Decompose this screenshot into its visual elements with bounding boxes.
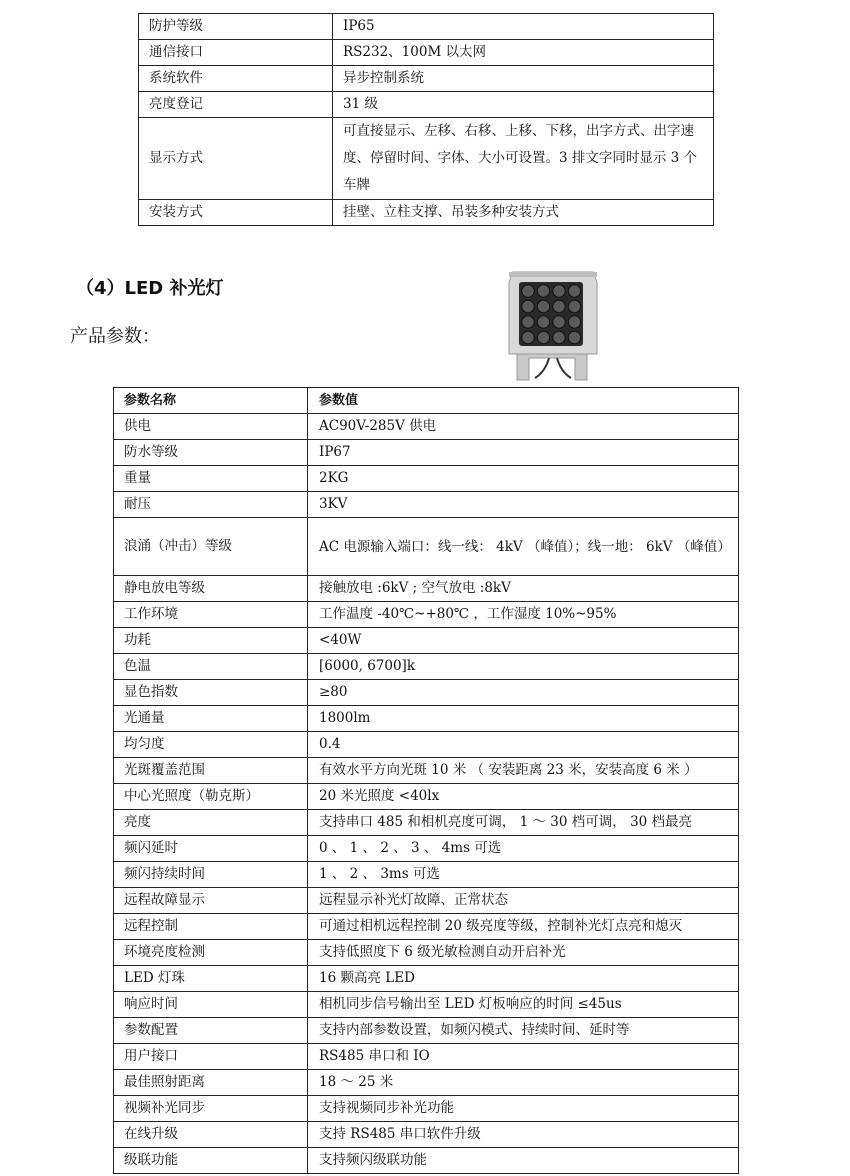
led-spec-key-cell: 功耗 [114,628,308,654]
top-spec-key-cell: 安装方式 [139,200,333,226]
led-spec-key-cell: 供电 [114,414,308,440]
led-bead [537,331,549,343]
led-spec-row [114,758,739,784]
led-bead [522,300,534,312]
led-bead [568,316,580,328]
led-spec-key-cell: 亮度 [114,810,308,836]
top-spec-row [139,92,714,118]
led-spec-row [114,518,739,576]
section-heading: （4）LED 补光灯 [76,278,224,299]
led-bead [522,316,534,328]
led-spec-value-cell: 支持低照度下 6 级光敏检测自动开启补光 [308,940,739,966]
led-spec-key-cell: 中心光照度（勒克斯） [114,784,308,810]
top-spec-row [139,200,714,226]
led-spec-row [114,940,739,966]
led-spec-row [114,1044,739,1070]
led-spec-value-cell: 支持 RS485 串口软件升级 [308,1122,739,1148]
led-spec-value-cell: 工作温度 -40℃~+80℃ ，工作湿度 10%~95% [308,602,739,628]
led-spec-key-cell: 工作环境 [114,602,308,628]
top-spec-value-cell: 挂壁、立柱支撑、吊装多种安装方式 [333,200,714,226]
led-bead [553,316,565,328]
led-spec-value-cell: 1800lm [308,706,739,732]
led-spec-row [114,914,739,940]
top-spec-value-cell: IP65 [333,14,714,40]
top-spec-key-cell: 通信接口 [139,40,333,66]
led-spec-value-cell: 支持频闪级联功能 [308,1148,739,1174]
product-params-label: 产品参数： [70,326,160,347]
led-spec-value-cell: 支持视频同步补光功能 [308,1096,739,1122]
led-spec-key-cell: 防水等级 [114,440,308,466]
led-spec-value-cell: 18 ～ 25 米 [308,1070,739,1096]
led-spec-value-cell: 20 米光照度 <40lx [308,784,739,810]
led-spec-row [114,1148,739,1174]
led-spec-key-cell: 远程控制 [114,914,308,940]
led-spec-key-cell: 参数配置 [114,1018,308,1044]
top-spec-row [139,66,714,92]
led-spec-row [114,992,739,1018]
led-spec-row [114,492,739,518]
led-spec-row [114,966,739,992]
led-spec-key-cell: 最佳照射距离 [114,1070,308,1096]
led-spec-row [114,388,739,414]
top-spec-value-cell: RS232、100M 以太网 [333,40,714,66]
led-spec-value-cell: 有效水平方向光斑 10 米 （ 安装距离 23 米，安装高度 6 米 ） [308,758,739,784]
led-spec-value-cell: 3KV [308,492,739,518]
led-spec-row [114,862,739,888]
top-spec-key-cell: 显示方式 [139,118,333,200]
led-spec-value-cell: 参数值 [308,388,739,414]
led-spec-row [114,810,739,836]
led-spec-value-cell: RS485 串口和 IO [308,1044,739,1070]
top-spec-row [139,14,714,40]
led-spec-key-cell: 级联功能 [114,1148,308,1174]
led-bead [522,331,534,343]
led-spec-row [114,784,739,810]
led-spec-row [114,888,739,914]
led-spec-key-cell: 远程故障显示 [114,888,308,914]
led-spec-key-cell: 耐压 [114,492,308,518]
top-spec-value-cell: 可直接显示、左移、右移、上移、下移，出字方式、出字速度、停留时间、字体、大小可设置。3 排文字同时显示 3 个车牌 [333,118,714,200]
led-bead [553,300,565,312]
led-bead [568,331,580,343]
led-bead [537,300,549,312]
led-spec-value-cell: 接触放电 :6kV ; 空气放电 :8kV [308,576,739,602]
top-spec-row [139,118,714,200]
led-bead [553,285,565,297]
led-bead [553,331,565,343]
led-spec-key-cell: 色温 [114,654,308,680]
led-spec-row [114,680,739,706]
led-spec-table [113,387,739,1174]
led-spec-key-cell: 均匀度 [114,732,308,758]
led-spec-value-cell: 0 、 1 、 2 、 3 、 4ms 可选 [308,836,739,862]
led-spec-key-cell: 显色指数 [114,680,308,706]
led-spec-value-cell: AC90V-285V 供电 [308,414,739,440]
led-spec-key-cell: 重量 [114,466,308,492]
led-spec-value-cell: IP67 [308,440,739,466]
led-bead [522,285,534,297]
led-spec-row [114,1122,739,1148]
led-spec-row [114,836,739,862]
led-fill-light-image [505,262,600,384]
led-spec-value-cell: 可通过相机远程控制 20 级亮度等级，控制补光灯点亮和熄灭 [308,914,739,940]
led-bead [537,285,549,297]
led-spec-key-cell: 响应时间 [114,992,308,1018]
top-spec-row [139,40,714,66]
led-spec-value-cell: 0.4 [308,732,739,758]
top-spec-table-body [139,14,714,226]
led-spec-value-cell: <40W [308,628,739,654]
led-spec-key-cell: 频闪持续时间 [114,862,308,888]
led-spec-key-cell: 浪涌（冲击）等级 [114,518,308,576]
led-spec-key-cell: 在线升级 [114,1122,308,1148]
led-spec-key-cell: 频闪延时 [114,836,308,862]
led-spec-row [114,602,739,628]
led-spec-key-cell: 视频补光同步 [114,1096,308,1122]
led-bead [537,316,549,328]
led-spec-key-cell: 静电放电等级 [114,576,308,602]
led-spec-value-cell: 支持串口 485 和相机亮度可调， 1 ～ 30 档可调， 30 档最亮 [308,810,739,836]
led-spec-key-cell: LED 灯珠 [114,966,308,992]
top-spec-key-cell: 亮度登记 [139,92,333,118]
led-spec-value-cell: 相机同步信号输出至 LED 灯板响应的时间 ≤45us [308,992,739,1018]
led-spec-value-cell: 支持内部参数设置，如频闪模式、持续时间、延时等 [308,1018,739,1044]
led-spec-key-cell: 参数名称 [114,388,308,414]
led-spec-row [114,576,739,602]
led-spec-value-cell: 1 、 2 、 3ms 可选 [308,862,739,888]
led-spec-value-cell: AC 电源输入端口：线一线： 4kV （峰值）；线一地： 6kV （峰值） [308,518,739,576]
top-spec-table [138,13,714,226]
led-bead [568,285,580,297]
led-spec-table-body [114,388,739,1174]
led-spec-value-cell: 远程显示补光灯故障、正常状态 [308,888,739,914]
led-spec-row [114,414,739,440]
led-spec-value-cell: 2KG [308,466,739,492]
led-spec-row [114,1096,739,1122]
led-spec-value-cell: ≥80 [308,680,739,706]
led-spec-row [114,654,739,680]
led-spec-value-cell: 16 颗高亮 LED [308,966,739,992]
led-spec-row [114,732,739,758]
led-spec-row [114,628,739,654]
led-spec-row [114,466,739,492]
led-spec-row [114,440,739,466]
led-spec-key-cell: 用户接口 [114,1044,308,1070]
led-bead [568,300,580,312]
led-spec-row [114,1018,739,1044]
led-spec-value-cell: [6000, 6700]k [308,654,739,680]
led-spec-row [114,706,739,732]
led-spec-key-cell: 环境亮度检测 [114,940,308,966]
led-spec-row [114,1070,739,1096]
led-spec-key-cell: 光通量 [114,706,308,732]
top-spec-value-cell: 异步控制系统 [333,66,714,92]
top-spec-key-cell: 防护等级 [139,14,333,40]
led-spec-key-cell: 光斑覆盖范围 [114,758,308,784]
top-spec-key-cell: 系统软件 [139,66,333,92]
top-spec-value-cell: 31 级 [333,92,714,118]
